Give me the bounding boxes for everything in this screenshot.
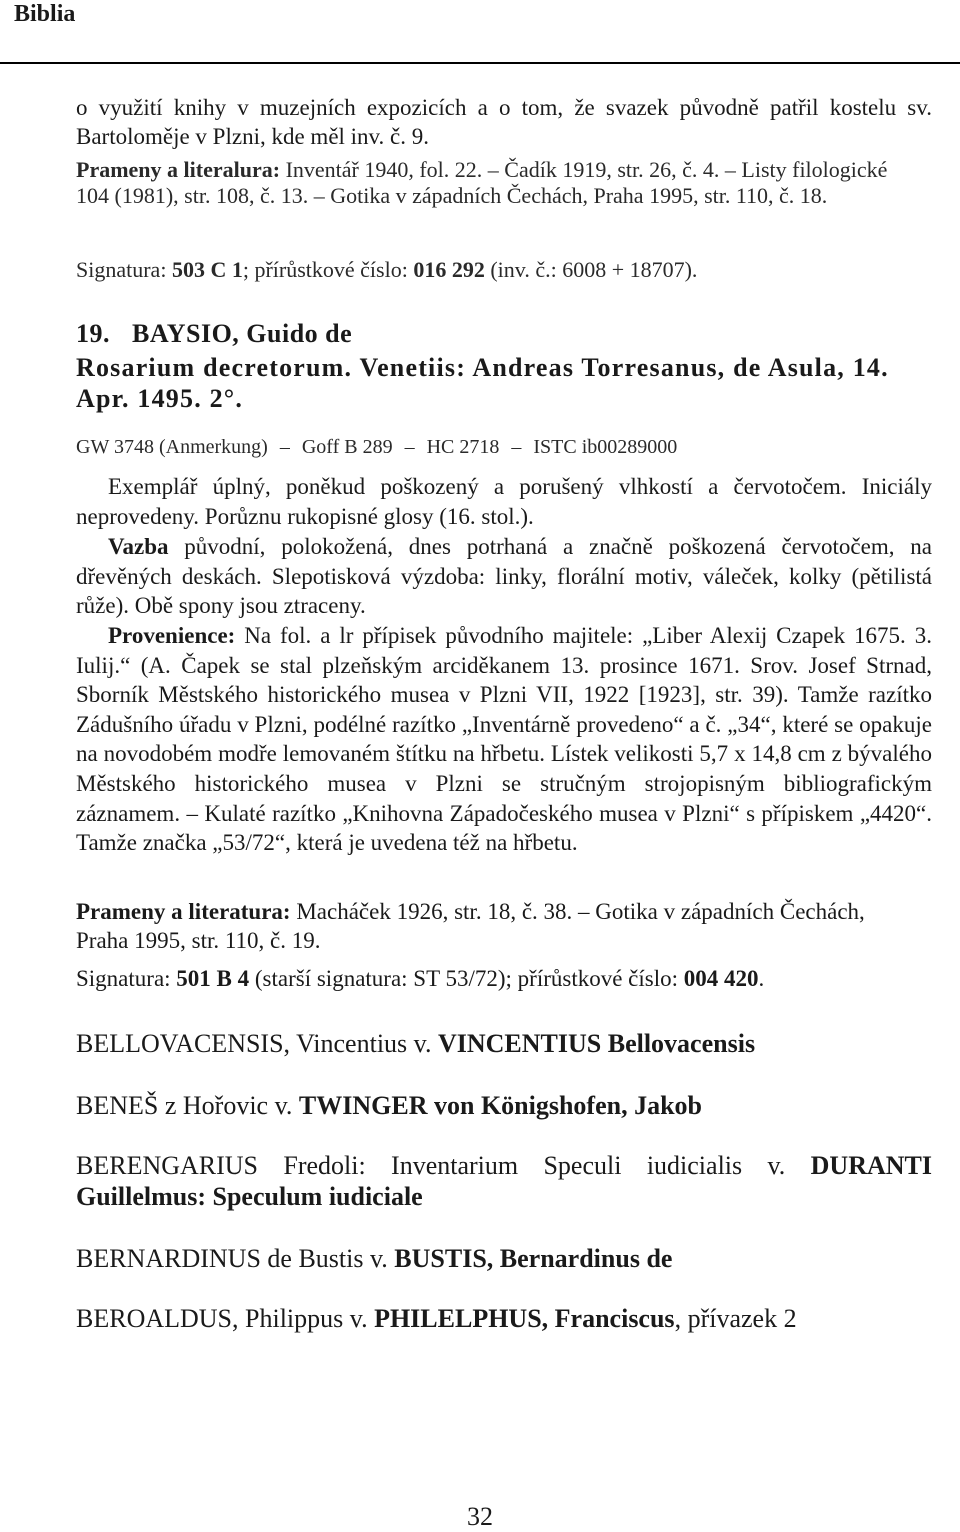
provenance-label: Provenience:	[108, 623, 236, 648]
entry-signature	[76, 964, 932, 993]
sources-text: Macháček 1926, str. 18, č. 38. – Gotika v západních Čechách, Praha 1995, str. 110, č. 19.	[76, 899, 865, 954]
cross-ref-term: BENEŠ z Hořovic v.	[76, 1091, 299, 1120]
ref-sep: –	[511, 436, 522, 458]
ref-hc: HC 2718	[426, 436, 500, 458]
signature-value: 501 B 4	[176, 966, 250, 991]
signature-label: Signatura:	[76, 966, 177, 991]
running-header	[0, 0, 960, 64]
prev-signature-mid: ; přírůstkové číslo:	[242, 257, 414, 282]
ref-sep: –	[279, 436, 290, 458]
cross-ref-term: BELLOVACENSIS, Vincentius v.	[76, 1029, 438, 1058]
binding-description	[76, 532, 932, 621]
cross-ref-beroaldus	[76, 1303, 932, 1334]
provenance-description	[76, 621, 932, 858]
entry-heading	[76, 318, 932, 349]
prev-signature-tail: (inv. č.: 6008 + 18707).	[484, 257, 698, 282]
binding-label: Vazba	[108, 534, 169, 559]
ref-istc: ISTC ib00289000	[533, 436, 678, 458]
entry-sources	[76, 897, 876, 956]
signature-tail: .	[758, 966, 765, 991]
cross-ref-bernardinus	[76, 1243, 932, 1274]
prev-accession-value: 016 292	[413, 257, 485, 282]
page-number: 32	[467, 1502, 493, 1531]
entry-author: BAYSIO, Guido de	[132, 319, 353, 348]
provenance-text: Na fol. a lr přípisek původního majitele: „Liber Alexij Czapek 1675. 3. Iulij.“ (A. Čapek se stal plzeňským arciděkanem 13. prosince 1671. Srov. Josef Strnad, Sborník Městského historického musea v Plzni VII, 1922 [1923], str. 39). Tamže razítko Zádušního úřadu v Plzni, podélné razítko „Inventárně provedeno“ a č. „34“, které se opakuje na novodobém modře lemovaném štítku na hřbetu. Lístek velikosti 5,7 x 14,8 cm z bývalého Městského historického musea v Plzni se stručným strojopisným bibliografickým záznamem. – Kulaté razítko „Knihovna Západočeského musea v Plzni“ s přípiskem „4420“. Tamže značka „53/72“, která je uvedena též na hřbetu.	[76, 623, 932, 856]
prev-sources-label: Prameny a literalura:	[76, 157, 281, 182]
prev-signature-value: 503 C 1	[171, 257, 243, 282]
ref-gw: GW 3748 (Anmerkung)	[76, 436, 268, 458]
cross-ref-target: PHILELPHUS, Franciscus	[374, 1304, 675, 1333]
prev-signature-label: Signatura:	[76, 257, 172, 282]
cross-ref-tail: , přívazek 2	[674, 1304, 797, 1333]
cross-ref-target: DURANTI Guillelmus: Speculum iudiciale	[76, 1151, 932, 1211]
cross-ref-target: TWINGER von Königshofen, Jakob	[298, 1091, 703, 1120]
cross-ref-target: BUSTIS, Bernardinus de	[394, 1244, 673, 1273]
sources-label: Prameny a literatura:	[76, 899, 291, 924]
binding-text: původní, polokožená, dnes potrhaná a značně poškozená červotočem, na dřevěných deskách. Slepotisková výzdoba: linky, florální motiv, váleček, kolky (pětilistá růže). Obě spony jsou ztraceny.	[76, 534, 932, 619]
prev-sources-text: Inventář 1940, fol. 22. – Čadík 1919, str. 26, č. 4. – Listy filologické 104 (1981), str. 108, č. 13. – Gotika v západních Čechách, Praha 1995, str. 110, č. 18.	[76, 157, 888, 208]
cross-ref-term: BEROALDUS, Philippus v.	[76, 1304, 375, 1333]
entry-title-imprint: Rosarium decretorum. Venetiis: Andreas Torresanus, de Asula, 14. Apr. 1495. 2°.	[76, 353, 889, 413]
prev-entry-sources	[76, 157, 896, 209]
cross-ref-benes	[76, 1090, 932, 1121]
accession-value: 004 420	[683, 966, 759, 991]
cross-ref-term: BERNARDINUS de Bustis v.	[76, 1244, 395, 1273]
copy-description: Exemplář úplný, poněkud poškozený a porušený vlhkostí a červotočem. Iniciály neprovedeny. Porůznu rukopisné glosy (16. stol.).	[76, 474, 932, 529]
cross-ref-target: VINCENTIUS Bellovacensis	[437, 1029, 756, 1058]
ref-sep: –	[404, 436, 415, 458]
prev-entry-continuation: o využití knihy v muzejních expozicích a o tom, že svazek původně patřil kostelu sv. Bartoloměje v Plzni, kde měl inv. č. 9.	[76, 95, 932, 150]
cross-ref-bellovacensis	[76, 1028, 932, 1059]
entry-references	[76, 434, 932, 460]
cross-ref-term: BERENGARIUS Fredoli: Inventarium Speculi iudicialis v.	[76, 1151, 811, 1180]
ref-goff: Goff B 289	[301, 436, 393, 458]
signature-mid: (starší signatura: ST 53/72); přírůstkové číslo:	[249, 966, 684, 991]
entry-number: 19.	[76, 319, 110, 348]
prev-entry-signature	[76, 257, 932, 283]
running-header-title: Biblia	[14, 1, 76, 27]
cross-ref-berengarius	[76, 1150, 932, 1212]
